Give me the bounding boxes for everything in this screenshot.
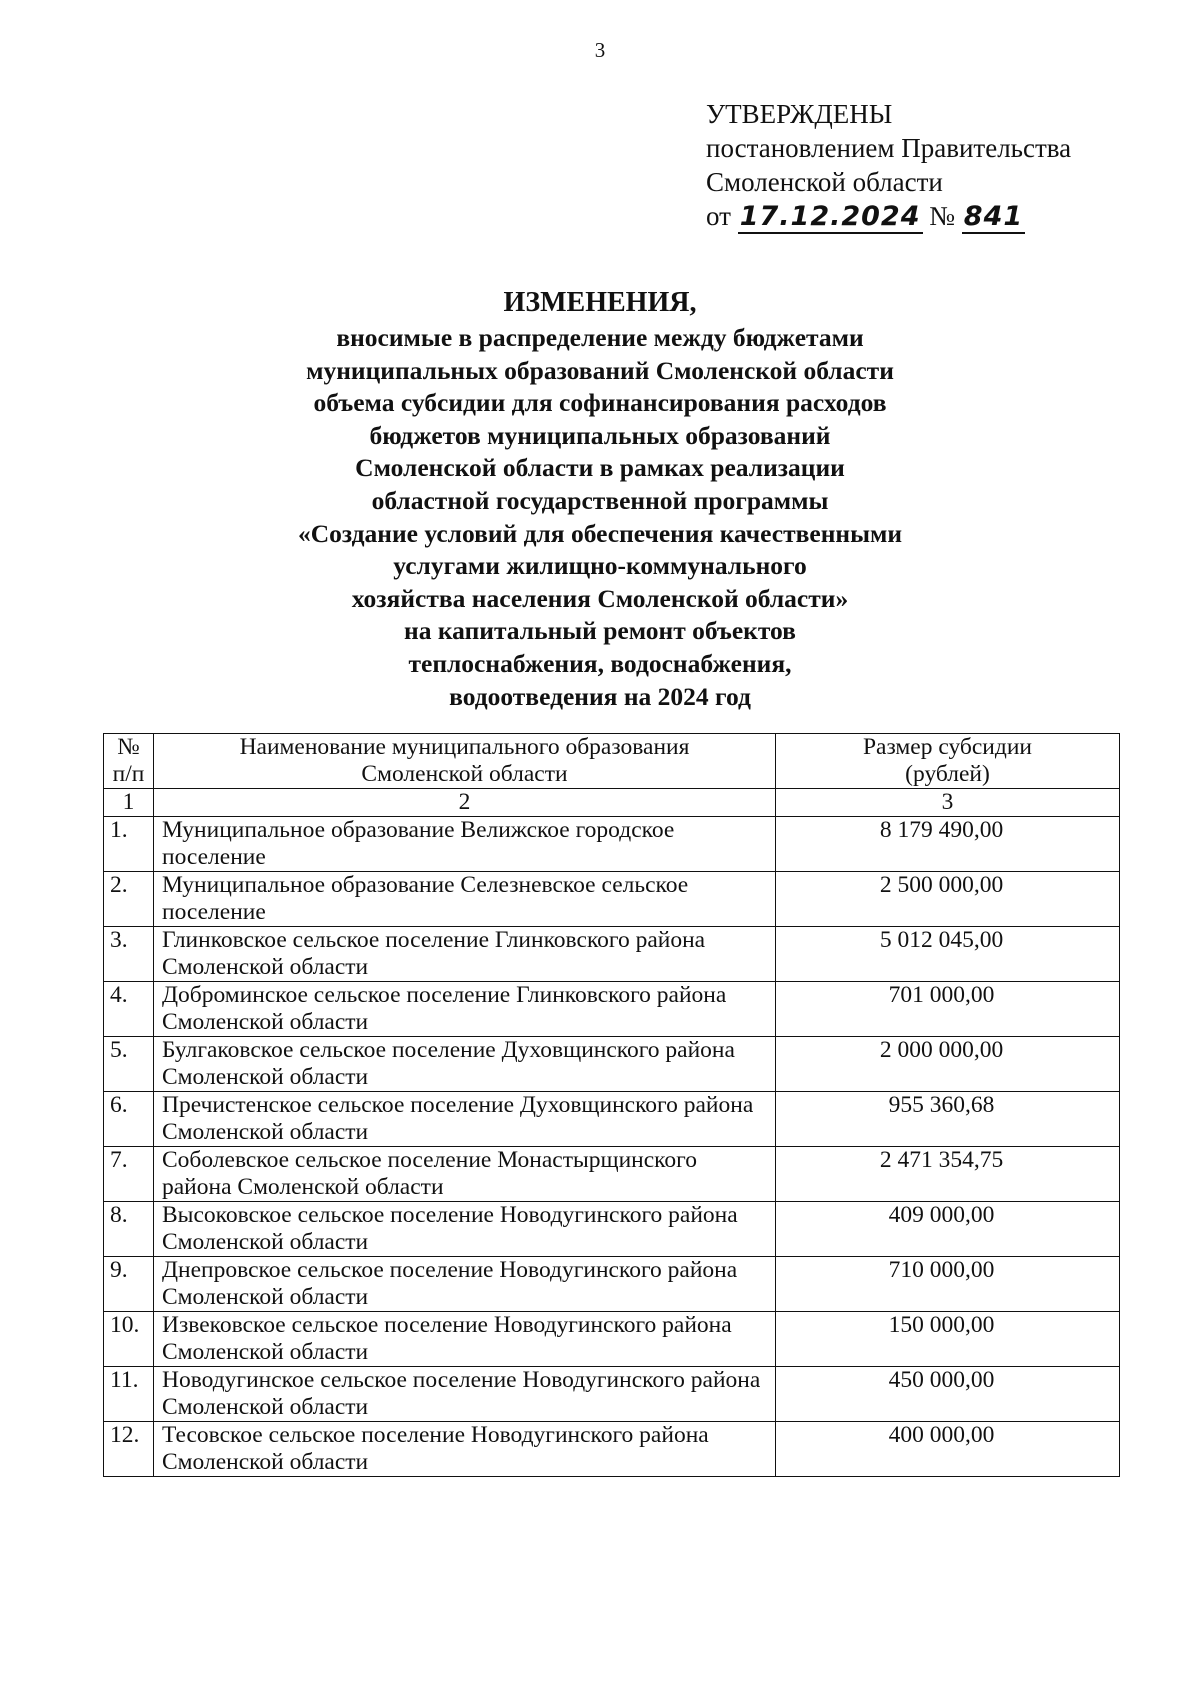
column-index: 2	[154, 789, 776, 817]
municipality-name: Глинковское сельское поселение Глинковского района Смоленской области	[154, 927, 776, 982]
title-line: вносимые в распределение между бюджетами	[336, 323, 864, 352]
municipality-name: Соболевское сельское поселение Монастырщинского района Смоленской области	[154, 1147, 776, 1202]
row-number: 3.	[104, 927, 154, 982]
subsidy-table	[103, 733, 1120, 1477]
municipality-name: Муниципальное образование Велижское городское поселение	[154, 817, 776, 872]
subsidy-amount: 2 000 000,00	[776, 1037, 1120, 1092]
subsidy-amount: 955 360,68	[776, 1092, 1120, 1147]
table-row	[104, 1312, 1120, 1367]
table-row	[104, 1202, 1120, 1257]
table-row	[104, 872, 1120, 927]
header-amount: Размер субсидии (рублей)	[776, 734, 1120, 789]
table-row	[104, 1367, 1120, 1422]
header-num: № п/п	[104, 734, 154, 789]
subsidy-amount: 2 471 354,75	[776, 1147, 1120, 1202]
municipality-name: Булгаковское сельское поселение Духовщинского района Смоленской области	[154, 1037, 776, 1092]
row-number: 7.	[104, 1147, 154, 1202]
subsidy-amount: 409 000,00	[776, 1202, 1120, 1257]
column-index: 3	[776, 789, 1120, 817]
row-number: 6.	[104, 1092, 154, 1147]
approval-block	[706, 97, 1071, 234]
document-title	[0, 285, 1200, 713]
subsidy-amount: 710 000,00	[776, 1257, 1120, 1312]
row-number: 5.	[104, 1037, 154, 1092]
subsidy-amount: 701 000,00	[776, 982, 1120, 1037]
row-number: 10.	[104, 1312, 154, 1367]
municipality-name: Пречистенское сельское поселение Духовщинского района Смоленской области	[154, 1092, 776, 1147]
municipality-name: Тесовское сельское поселение Новодугинского района Смоленской области	[154, 1422, 776, 1477]
municipality-name: Муниципальное образование Селезневское сельское поселение	[154, 872, 776, 927]
table-row	[104, 927, 1120, 982]
title-line: теплоснабжения, водоснабжения,	[408, 648, 792, 678]
municipality-name: Высоковское сельское поселение Новодугинского района Смоленской области	[154, 1202, 776, 1257]
title-line: областной государственной программы	[371, 485, 829, 515]
approval-region: Смоленской области	[706, 167, 943, 197]
header-name: Наименование муниципального образования Смоленской области	[154, 734, 776, 789]
row-number: 1.	[104, 817, 154, 872]
approval-issuer: постановлением Правительства	[706, 133, 1072, 163]
handwritten-date: 17.12.2024	[739, 201, 921, 232]
approval-heading: УТВЕРЖДЕНЫ	[706, 99, 893, 129]
column-index: 1	[104, 789, 154, 817]
title-line: объема субсидии для софинансирования расходов	[313, 388, 887, 418]
subsidy-amount: 8 179 490,00	[776, 817, 1120, 872]
municipality-name: Доброминское сельское поселение Глинковского района Смоленской области	[154, 982, 776, 1037]
title-line: на капитальный ремонт объектов	[404, 616, 796, 646]
title-line: водоотведения на 2024 год	[449, 681, 751, 711]
table-row	[104, 1257, 1120, 1312]
page-number: 3	[594, 38, 606, 62]
title-line: услугами жилищно-коммунального	[393, 551, 807, 581]
subsidy-amount: 2 500 000,00	[776, 872, 1120, 927]
table-row	[104, 1037, 1120, 1092]
title-main: ИЗМЕНЕНИЯ,	[503, 287, 697, 318]
row-number: 2.	[104, 872, 154, 927]
table-row	[104, 1147, 1120, 1202]
subsidy-amount: 5 012 045,00	[776, 927, 1120, 982]
table-row	[104, 1092, 1120, 1147]
handwritten-number: 841	[963, 201, 1024, 232]
number-sign: №	[929, 201, 956, 231]
municipality-name: Извековское сельское поселение Новодугинского района Смоленской области	[154, 1312, 776, 1367]
title-line: «Создание условий для обеспечения качественными	[297, 518, 903, 548]
row-number: 11.	[104, 1367, 154, 1422]
column-index-row	[104, 789, 1120, 817]
date-prefix: от	[706, 201, 731, 231]
table-header-row	[104, 734, 1120, 789]
title-line: хозяйства населения Смоленской области»	[351, 583, 849, 613]
table-row	[104, 982, 1120, 1037]
row-number: 8.	[104, 1202, 154, 1257]
title-line: Смоленской области в рамках реализации	[355, 453, 845, 483]
subsidy-amount: 150 000,00	[776, 1312, 1120, 1367]
approval-date-number	[706, 199, 1071, 234]
subsidy-amount: 450 000,00	[776, 1367, 1120, 1422]
municipality-name: Днепровское сельское поселение Новодугинского района Смоленской области	[154, 1257, 776, 1312]
municipality-name: Новодугинское сельское поселение Новодугинского района Смоленской области	[154, 1367, 776, 1422]
title-line: муниципальных образований Смоленской области	[306, 355, 894, 385]
row-number: 9.	[104, 1257, 154, 1312]
title-line: бюджетов муниципальных образований	[369, 420, 831, 450]
row-number: 4.	[104, 982, 154, 1037]
table-row	[104, 1422, 1120, 1477]
subsidy-amount: 400 000,00	[776, 1422, 1120, 1477]
table-row	[104, 817, 1120, 872]
row-number: 12.	[104, 1422, 154, 1477]
